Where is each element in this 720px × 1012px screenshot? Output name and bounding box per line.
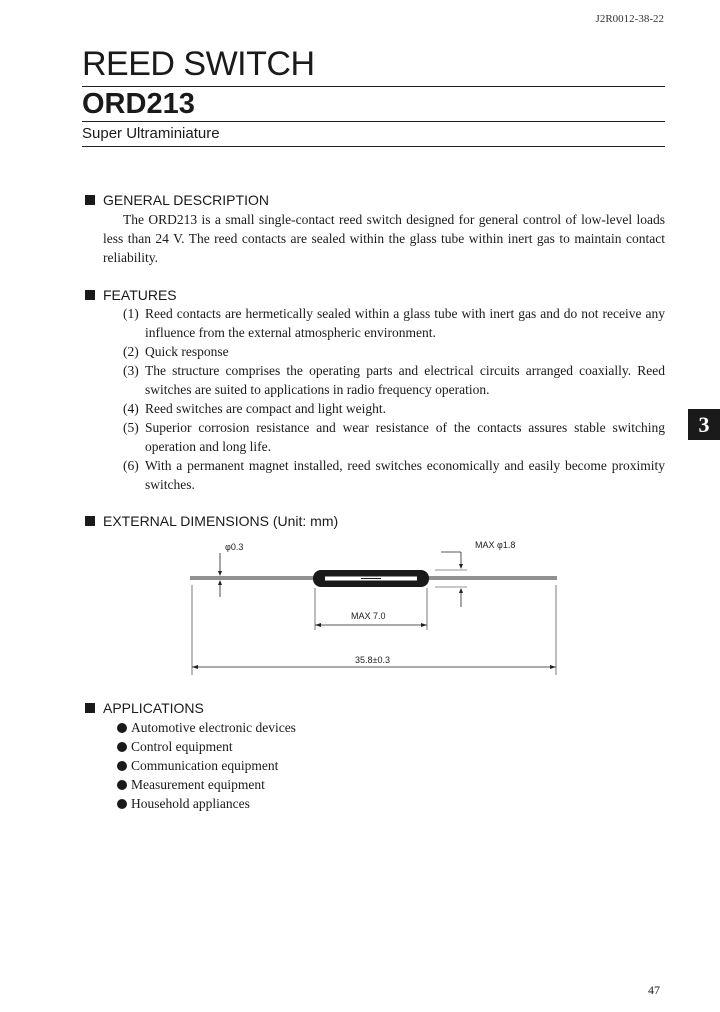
applications-heading-text: APPLICATIONS — [103, 700, 204, 716]
feature-number: (2) — [123, 344, 139, 359]
feature-item-1 — [123, 304, 665, 342]
external-dimensions-heading-text: EXTERNAL DIMENSIONS (Unit: mm) — [103, 513, 339, 529]
application-text: Measurement equipment — [131, 777, 265, 792]
section-bullet-icon — [85, 703, 95, 713]
bullet-icon — [117, 723, 127, 733]
application-item — [117, 775, 265, 794]
general-description-text: The ORD213 is a small single-contact reed switch designed for general control of low-level loads less than 24 V. The reed contacts are sealed within the glass tube within inert gas to maintain contact reliability. — [103, 212, 665, 265]
body-diameter-arrow-top — [459, 564, 463, 569]
feature-item-6 — [123, 456, 665, 494]
body-length-arrow-left — [315, 623, 321, 627]
features-heading — [85, 286, 177, 304]
page-number: 47 — [648, 983, 660, 997]
document-code: J2R0012-38-22 — [595, 13, 664, 25]
body-length-label: MAX 7.0 — [351, 611, 386, 621]
feature-text: Superior corrosion resistance and wear resistance of the contacts assures stable switching operation and long life. — [145, 420, 665, 454]
feature-text: The structure comprises the operating parts and electrical circuits arranged coaxially. Reed switches are suited to applications in radio frequency operation. — [145, 363, 665, 397]
total-length-label: 35.8±0.3 — [355, 655, 390, 665]
total-length-arrow-left — [192, 665, 198, 669]
applications-heading — [85, 699, 204, 717]
body-diameter-arrow-bottom — [459, 588, 463, 593]
application-text: Household appliances — [131, 796, 250, 811]
page-title: REED SWITCH — [82, 45, 315, 83]
feature-number: (3) — [123, 363, 139, 378]
model-divider — [82, 121, 665, 122]
feature-text: Reed switches are compact and light weight. — [145, 401, 387, 416]
bullet-icon — [117, 742, 127, 752]
feature-number: (1) — [123, 306, 139, 321]
model-number: ORD213 — [82, 88, 195, 120]
bullet-icon — [117, 780, 127, 790]
application-item — [117, 756, 278, 775]
bullet-icon — [117, 799, 127, 809]
feature-number: (4) — [123, 401, 139, 416]
features-heading-text: FEATURES — [103, 287, 177, 303]
application-item — [117, 718, 296, 737]
section-bullet-icon — [85, 516, 95, 526]
chapter-tab: 3 — [688, 409, 720, 440]
subtitle: Super Ultraminiature — [82, 125, 220, 142]
feature-text: With a permanent magnet installed, reed switches economically and easily become proximity switches. — [145, 458, 665, 492]
application-item — [117, 737, 233, 756]
general-description-heading — [85, 191, 269, 209]
application-text: Control equipment — [131, 739, 233, 754]
lead-diameter-label: φ0.3 — [225, 542, 244, 552]
feature-item-5 — [123, 418, 665, 456]
subtitle-divider — [82, 146, 665, 147]
lead-diameter-arrow-lower — [218, 580, 222, 585]
feature-number: (5) — [123, 420, 139, 435]
application-text: Automotive electronic devices — [131, 720, 296, 735]
general-description-heading-text: GENERAL DESCRIPTION — [103, 192, 269, 208]
section-bullet-icon — [85, 195, 95, 205]
total-length-arrow-right — [550, 665, 556, 669]
feature-item-3 — [123, 361, 665, 399]
section-bullet-icon — [85, 290, 95, 300]
feature-item-4 — [123, 399, 665, 418]
dimension-drawing — [185, 535, 565, 680]
application-item — [117, 794, 250, 813]
feature-text: Quick response — [145, 344, 229, 359]
external-dimensions-heading — [85, 512, 338, 530]
body-diameter-label: MAX φ1.8 — [475, 540, 516, 550]
feature-text: Reed contacts are hermetically sealed within a glass tube with inert gas and do not receive any influence from the external atmospheric environment. — [145, 306, 665, 340]
feature-item-2 — [123, 342, 665, 361]
application-text: Communication equipment — [131, 758, 279, 773]
bullet-icon — [117, 761, 127, 771]
feature-number: (6) — [123, 458, 139, 473]
lead-diameter-arrow — [218, 571, 222, 576]
body-length-arrow-right — [421, 623, 427, 627]
